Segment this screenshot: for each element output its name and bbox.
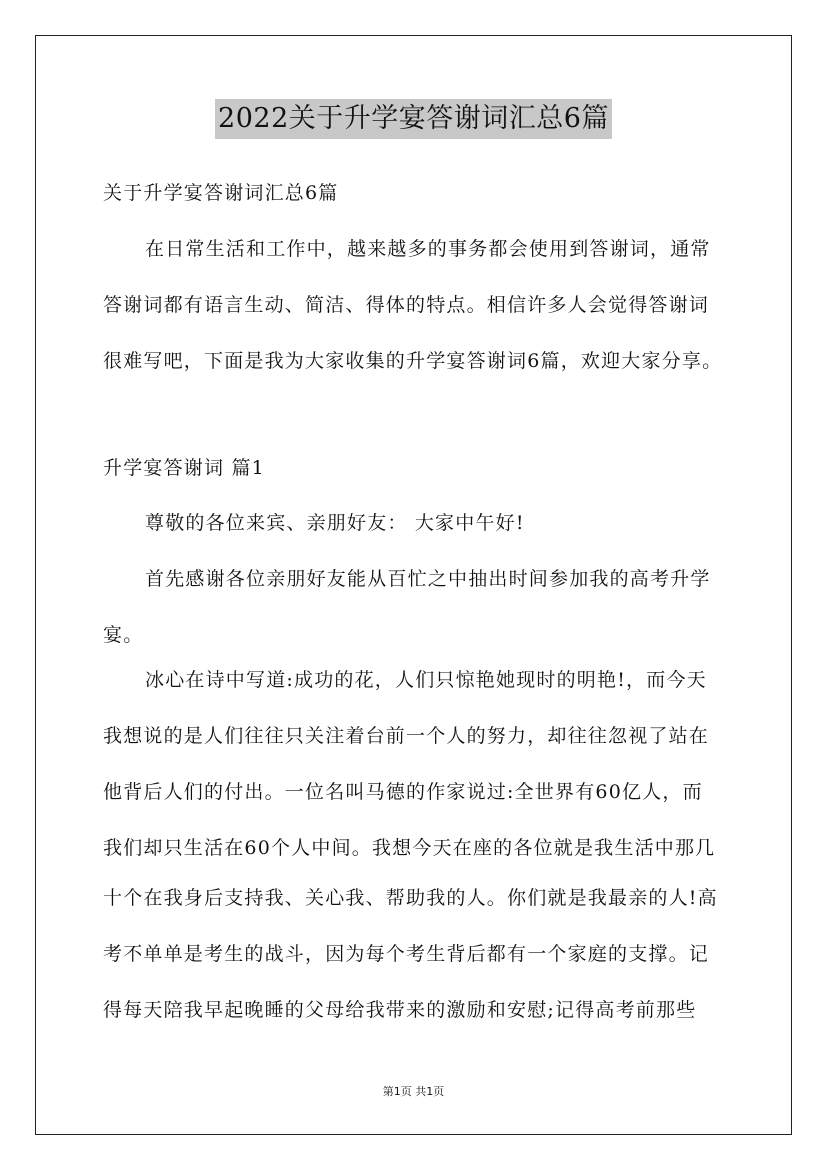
- paragraph-line: 宴。: [103, 624, 144, 646]
- title-container: [0, 99, 827, 139]
- page-footer: 第1页 共1页: [382, 1085, 445, 1098]
- paragraph-line: 尊敬的各位来宾、亲朋好友： 大家中午好!: [145, 512, 525, 534]
- document-title: 2022关于升学宴答谢词汇总6篇: [215, 99, 612, 139]
- document-subtitle: 关于升学宴答谢词汇总6篇: [103, 182, 339, 204]
- paragraph-line: 在日常生活和工作中，越来越多的事务都会使用到答谢词，通常: [145, 238, 711, 260]
- paragraph-line: 答谢词都有语言生动、简洁、得体的特点。相信许多人会觉得答谢词: [103, 294, 710, 316]
- paragraph-line: 我想说的是人们往往只关注着台前一个人的努力，却往往忽视了站在: [103, 725, 710, 747]
- paragraph-line: 我们却只生活在60个人中间。我想今天在座的各位就是我生活中那几: [103, 837, 716, 859]
- paragraph-line: 得每天陪我早起晚睡的父母给我带来的激励和安慰;记得高考前那些: [103, 999, 697, 1021]
- paragraph-line: 冰心在诗中写道:成功的花，人们只惊艳她现时的明艳!，而今天: [145, 669, 707, 691]
- section-heading: 升学宴答谢词 篇1: [103, 457, 265, 479]
- paragraph-line: 十个在我身后支持我、关心我、帮助我的人。你们就是我最亲的人!高: [103, 887, 718, 909]
- paragraph-line: 考不单单是考生的战斗，因为每个考生背后都有一个家庭的支撑。记: [103, 943, 710, 965]
- paragraph-line: 首先感谢各位亲朋好友能从百忙之中抽出时间参加我的高考升学: [145, 568, 711, 590]
- paragraph-line: 很难写吧，下面是我为大家收集的升学宴答谢词6篇，欢迎大家分享。: [103, 350, 723, 372]
- paragraph-line: 他背后人们的付出。一位名叫马德的作家说过:全世界有60亿人，而: [103, 781, 703, 803]
